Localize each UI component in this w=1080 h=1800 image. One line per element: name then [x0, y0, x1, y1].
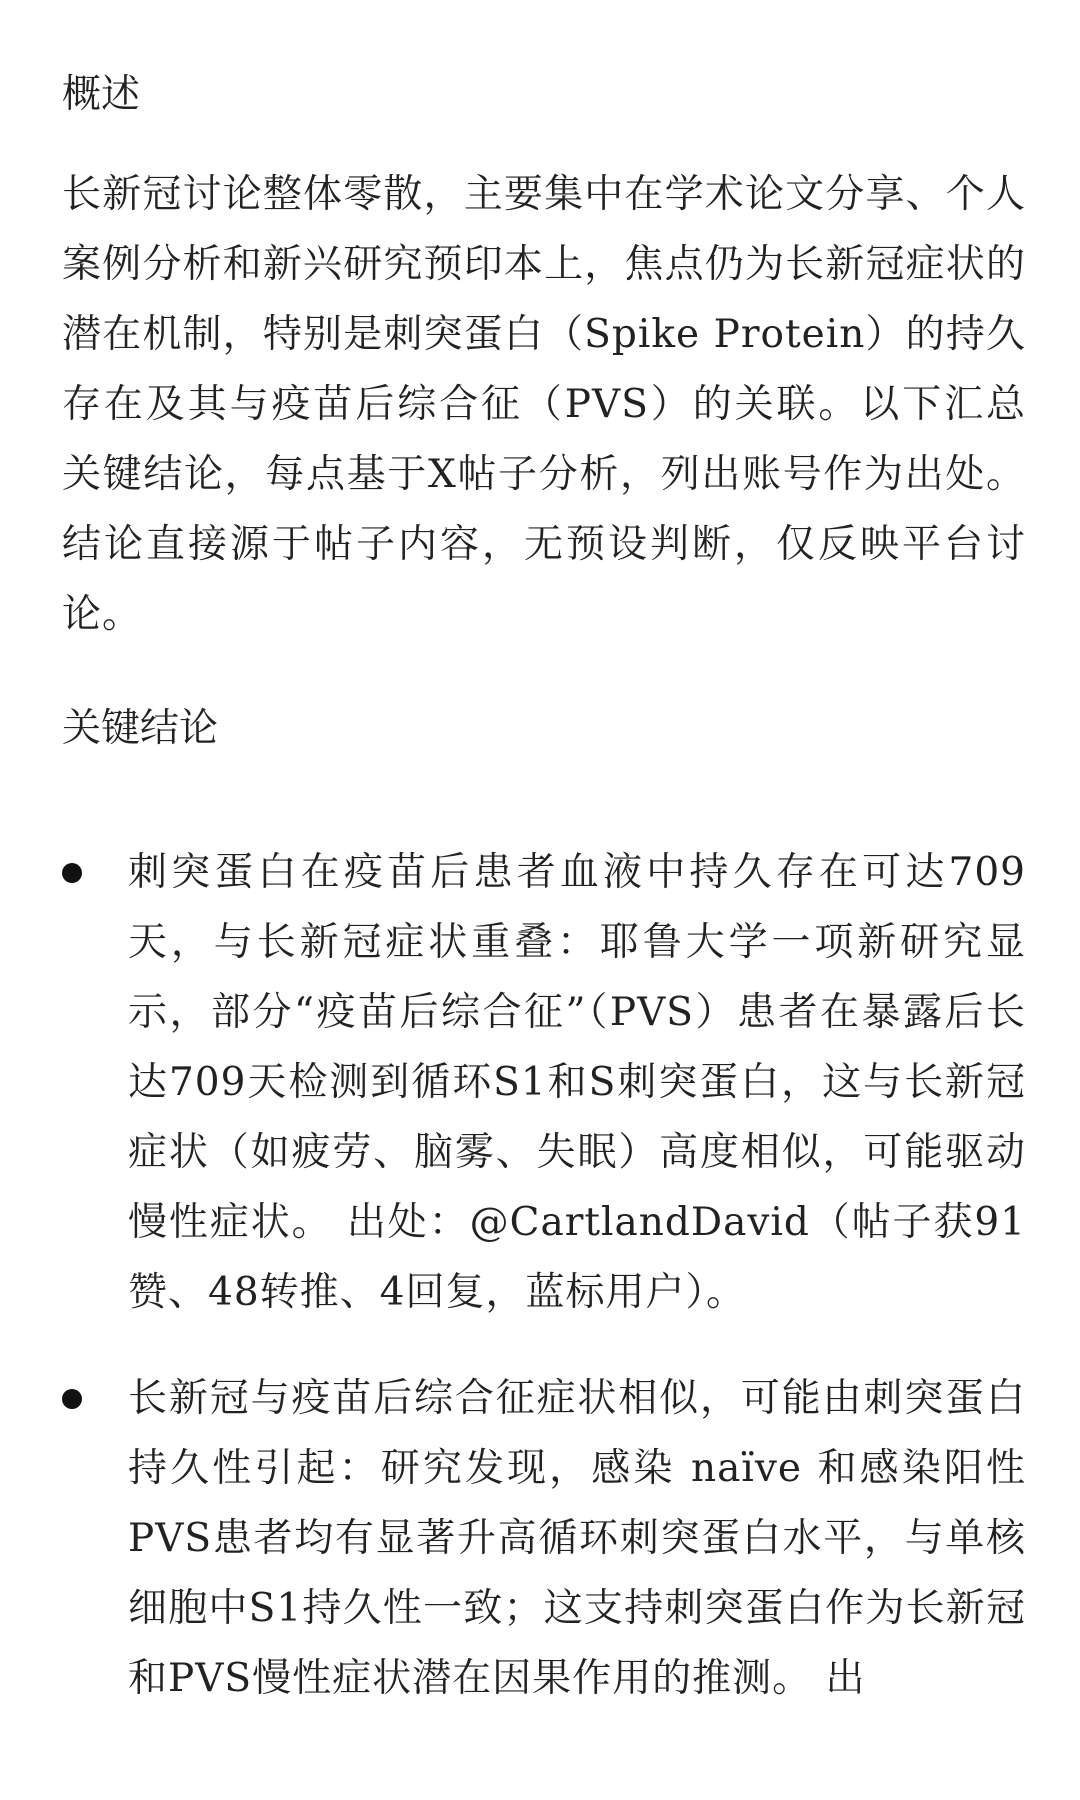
section-heading-overview: 概述	[62, 72, 141, 117]
bullet-icon	[62, 863, 82, 883]
list-item	[62, 1364, 1026, 1714]
list-item	[62, 838, 1026, 1328]
list-item-text: 刺突蛋白在疫苗后患者血液中持久存在可达709天，与长新冠症状重叠：耶鲁大学一项新研究显示，部分“疫苗后综合征”（PVS）患者在暴露后长达709天检测到循环S1和S刺突蛋白，这与长新冠症状（如疲劳、脑雾、失眠）高度相似，可能驱动慢性症状。 出处：@CartlandDavid（帖子获91赞、48转推、4回复，蓝标用户）。	[128, 850, 1026, 1315]
section-heading-key-findings: 关键结论	[62, 706, 219, 751]
overview-paragraph: 长新冠讨论整体零散，主要集中在学术论文分享、个人案例分析和新兴研究预印本上，焦点仍为长新冠症状的潜在机制，特别是刺突蛋白（Spike Protein）的持久存在及其与疫苗后综合征（PVS）的关联。以下汇总关键结论，每点基于X帖子分析，列出账号作为出处。结论直接源于帖子内容，无预设判断，仅反映平台讨论。	[62, 172, 1026, 637]
key-findings-list	[62, 838, 1026, 1750]
bullet-icon	[62, 1389, 82, 1409]
list-item-text: 长新冠与疫苗后综合征症状相似，可能由刺突蛋白持久性引起：研究发现，感染 naïve 和感染阳性PVS患者均有显著升高循环刺突蛋白水平，与单核细胞中S1持久性一致；这支持刺突蛋白作为长新冠和PVS慢性症状潜在因果作用的推测。 出	[128, 1376, 1026, 1701]
